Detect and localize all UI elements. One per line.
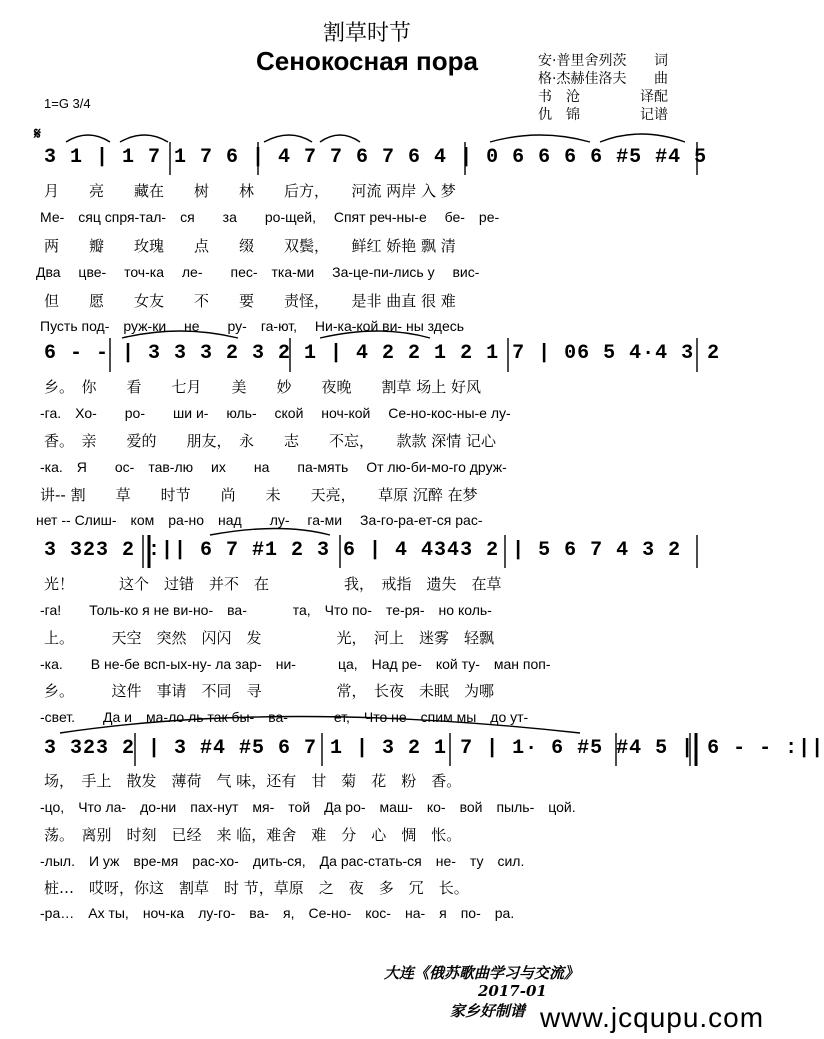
system-3-notes: 3 323 2 :|| 6 7 #1 2 3 6 | 4 4343 2 | 5 6 7 4 3 2 <box>44 539 682 562</box>
system-4-lyric-2: -цо, Что ла- до-ни пах-нут мя- той Да ро- маш- ко- вой пыль- цой. <box>40 799 576 815</box>
footer-source: 大连《俄苏歌曲学习与交流》 <box>384 964 580 982</box>
system-2-lyric-3: 香。 亲 爱的 朋友， 永 志 不忘， 款款 深情 记心 <box>44 432 497 450</box>
credit-role-2: 曲 <box>654 71 668 87</box>
system-3-lyric-2: -га! Толь-ко я не ви-но- ва- та, Что по- те-ря- но коль- <box>40 602 492 618</box>
system-4-notes: 3 323 2 | 3 #4 #5 6 7 1 | 3 2 1 7 | 1· 6 #5 #4 5 | 6 - - :|| <box>44 737 824 760</box>
watermark: www.jcqupu.com <box>540 1002 765 1033</box>
system-4-lyric-6: -ра… Ах ты, ноч-ка лу-го- ва- я, Се-но- кос- на- я по- ра. <box>40 905 515 921</box>
title-russian: Сенокосная пора <box>256 46 478 76</box>
system-3-lyric-3: 上。 天空 突然 闪闪 发 光， 河上 迷雾 轻飘 <box>44 629 495 647</box>
credit-role-1: 词 <box>654 53 668 69</box>
system-1-lyric-3: 两 瓣 玫瑰 点 缀 双鬓， 鲜红 娇艳 飘 清 <box>44 237 456 255</box>
credit-name-2: 格·杰赫佳洛夫 <box>538 71 627 87</box>
system-4-lyric-1: 场， 手上 散发 薄荷 气 味，还有 甘 菊 花 粉 香。 <box>44 772 462 790</box>
system-3-lyric-4: -ка. В не-бе всп-ых-ну- ла зар- ни- ца, Над ре- кой ту- ман поп- <box>40 656 551 672</box>
system-1-lyric-2: Ме- сяц спря-тал- ся за ро-щей, Спят реч-ны-е бе- ре- <box>40 209 500 225</box>
system-3-lyric-6: -свет. Да и ма-ло ль так бы- ва- ет, Что не спим мы до ут- <box>40 709 529 725</box>
system-3-lyric-1: 光！ 这个 过错 并不 在 我， 戒指 遗失 在草 <box>44 575 502 593</box>
system-1-lyric-1: 月 亮 藏在 树 林 后方， 河流 两岸 入 梦 <box>44 182 456 200</box>
credit-name-1: 安·普里舍列茨 <box>538 53 627 69</box>
system-3-lyric-5: 乡。 这件 事请 不同 寻 常， 长夜 未眠 为哪 <box>44 682 495 700</box>
system-2-lyric-2: -га. Хо- ро- ши и- юль- ской ноч-кой Се-но-кос-ны-е лу- <box>40 405 511 421</box>
footer-credit: 家乡好制谱 <box>450 1002 526 1020</box>
segno-icon: 𝄋 <box>34 124 41 143</box>
system-1-lyric-4: Два цве- точ-ка ле- пес- тка-ми За-це-пи-лись у вис- <box>36 264 480 280</box>
system-2-lyric-1: 乡。 你 看 七月 美 妙 夜晚 割草 场上 好风 <box>44 378 482 396</box>
system-1-lyric-5: 但 愿 女友 不 要 责怪， 是非 曲直 很 难 <box>44 292 456 310</box>
system-4-lyric-5: 桩… 哎呀，你这 割草 时 节，草原 之 夜 多 冗 长。 <box>44 879 469 897</box>
system-4-lyric-4: -лыл. И уж вре-мя рас-хо- дить-ся, Да рас-стать-ся не- ту сил. <box>40 853 525 869</box>
title-chinese: 割草时节 <box>322 21 411 46</box>
credit-role-4: 记谱 <box>640 107 668 123</box>
credit-role-3: 译配 <box>640 89 668 105</box>
footer-date: 2017-01 <box>478 982 547 1000</box>
key-signature: 1=G 3/4 <box>44 96 91 111</box>
system-4-lyric-3: 荡。 离别 时刻 已经 来 临，难舍 难 分 心 惆 怅。 <box>44 826 462 844</box>
system-1-notes: 3 1 | 1 7 1 7 6 | 4 7 7 6 7 6 4 | 0 6 6 6 6 #5 #4 5 <box>44 146 708 169</box>
system-2-lyric-4: -ка. Я ос- тав-лю их на па-мять От лю-би-мо-го друж- <box>40 459 507 475</box>
system-1-lyric-6: Пусть под- руж-ки не ру- га-ют, Ни-ка-кой ви- ны здесь <box>40 318 465 334</box>
credit-name-3: 书 沧 <box>538 89 580 105</box>
system-2-lyric-6: нет -- Слиш- ком ра-но над лу- га-ми За-го-ра-ет-ся рас- <box>36 512 483 528</box>
system-2-notes: 6 - - | 3 3 3 2 3 2 1 | 4 2 2 1 2 1 7 | 06 5 4·4 3 2 <box>44 342 721 365</box>
system-2-lyric-5: 讲-- 割 草 时节 尚 未 天亮， 草原 沉醉 在梦 <box>40 486 478 504</box>
credit-name-4: 仇 锦 <box>538 107 580 123</box>
